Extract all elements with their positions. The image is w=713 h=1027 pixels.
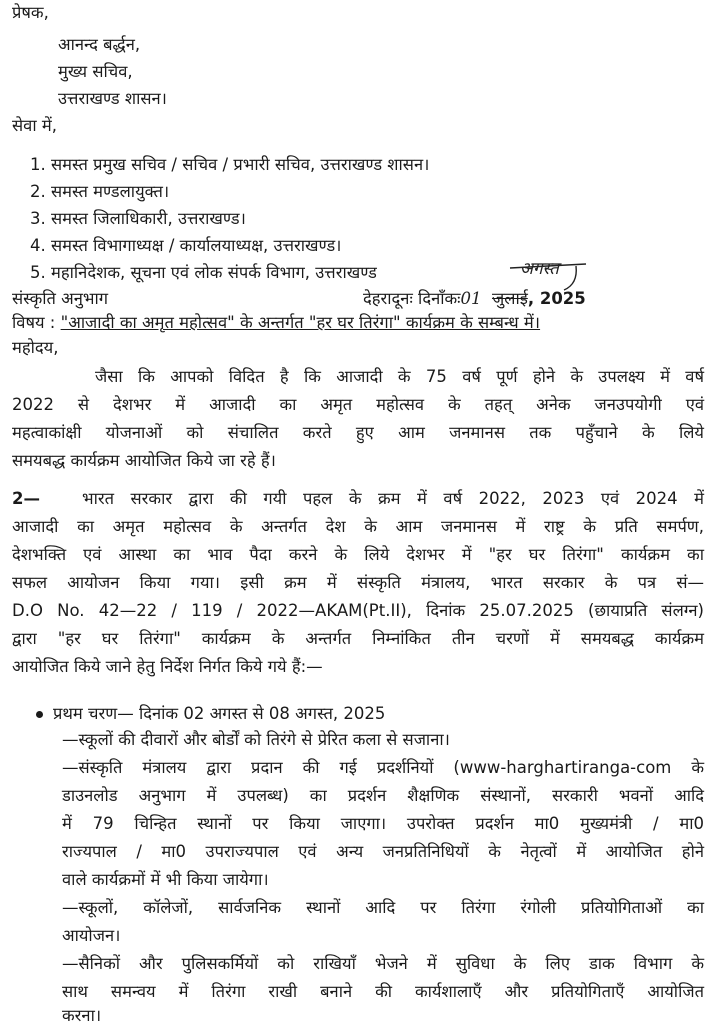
para2-line: भारत सरकार द्वारा की गयी पहल के क्रम में वर्ष 2022, 2023 एवं 2024 में (82, 489, 704, 508)
phase1-line: वाले कार्यक्रमों में भी किया जायेगा। (62, 870, 269, 889)
recipient-num: 5. (30, 263, 46, 282)
phase1-line: करना। (62, 1006, 102, 1025)
handwritten-day: 01 (460, 289, 482, 308)
phase1-title (36, 703, 385, 725)
recipient-item (30, 235, 341, 257)
subject-text: "आजादी का अमृत महोत्सव" के अन्तर्गत "हर घर तिरंगा" कार्यक्रम के सम्बन्ध में। (60, 313, 541, 332)
phase1-line: साथ समन्वय में तिरंगा राखी बनाने की कार्यशालाएँ और प्रतियोगिताएँ आयोजित (62, 982, 704, 1001)
phase1-line: —स्कूलों, कॉलेजों, सार्वजनिक स्थानों आदि पर तिरंगा रंगोली प्रतियोगिताओं का (62, 898, 704, 917)
recipient-text: समस्त मण्डलायुक्त। (51, 182, 170, 201)
recipient-num: 4. (30, 236, 46, 255)
phase1-line: —स्कूलों की दीवारों और बोर्डों को तिरंगे से प्रेरित कला से सजाना। (62, 730, 450, 749)
place-date (363, 288, 586, 310)
sender-office: उत्तराखण्ड शासन। (58, 89, 167, 108)
phase1-line: आयोजन। (62, 926, 121, 945)
salutation: महोदय, (12, 338, 59, 357)
sender-name: आनन्द बर्द्धन, (58, 35, 141, 54)
recipient-text: समस्त जिलाधिकारी, उत्तराखण्ड। (51, 209, 246, 228)
recipient-item (30, 181, 169, 203)
para2-line: आयोजित किये जाने हेतु निर्देश निर्गत किये गये हैं:— (12, 657, 323, 676)
para2-line: D.O No. 42—22 / 119 / 2022—AKAM(Pt.II), दिनांक 25.07.2025 (छायाप्रति संलग्न) (12, 601, 704, 620)
para2-number: 2— (12, 489, 40, 508)
section-name: संस्कृति अनुभाग (12, 289, 109, 308)
para1-line: समयबद्ध कार्यक्रम आयोजित किये जा रहे हैं। (12, 451, 276, 470)
recipient-item (30, 154, 429, 176)
phase1-line: —संस्कृति मंत्रालय द्वारा प्रदान की गई प्रदर्शनियों (www-harghartiranga-com के (62, 758, 704, 777)
sender-label: प्रेषक, (12, 3, 49, 22)
recipient-text: महानिदेशक, सूचना एवं लोक संपर्क विभाग, उत्तराखण्ड (51, 263, 377, 282)
para2-line: सफल आयोजन किया गया। इसी क्रम में संस्कृति मंत्रालय, भारत सरकार के पत्र सं— (12, 573, 704, 592)
recipient-num: 2. (30, 182, 46, 201)
recipient-item (30, 262, 377, 284)
recipient-item (30, 208, 246, 230)
phase1-title-text: प्रथम चरण— दिनांक 02 अगस्त से 08 अगस्त, 2025 (53, 704, 386, 723)
recipient-num: 3. (30, 209, 46, 228)
sender-designation: मुख्य सचिव, (58, 62, 133, 81)
para2-line: आजादी का अमृत महोत्सव के अन्तर्गत देश के आम जनमानस में राष्ट्र के प्रति समर्पण, (12, 517, 704, 536)
recipient-num: 1. (30, 155, 46, 174)
phase1-line: डाउनलोड अनुभाग में उपलब्ध) का प्रदर्शन शैक्षणिक संस्थानों, सरकारी भवनों आदि (62, 786, 704, 805)
recipient-text: समस्त विभागाध्यक्ष / कार्यालयाध्यक्ष, उत्तराखण्ड। (51, 236, 342, 255)
bullet-icon (36, 711, 43, 718)
para2-line: देशभक्ति एवं आस्था का भाव पैदा करने के लिये देशभर में "हर घर तिरंगा" कार्यक्रम का (12, 545, 704, 564)
para1-line: 2022 से देशभर में आजादी का अमृत महोत्सव के तहत् अनेक जनउपयोगी एवं (12, 395, 704, 414)
subject-line (12, 312, 540, 334)
para2-line: द्वारा "हर घर तिरंगा" कार्यक्रम के अन्तर्गत निम्नांकित तीन चरणों में समयबद्ध कार्यक्रम (12, 629, 704, 648)
place-date-prefix: देहरादूनः दिनाँकः (363, 289, 461, 308)
phase1-line: में 79 चिन्हित स्थानों पर किया जाएगा। उपरोक्त प्रदर्शन मा0 मुख्यमंत्री / मा0 (62, 814, 704, 833)
para1-line: महत्वाकांक्षी योजनाओं को संचालित करते हुए आम जनमानस तक पहुँचाने के लिये (12, 423, 704, 442)
handwritten-month-correction: अगस्त (520, 259, 559, 279)
subject-label: विषय : (12, 313, 56, 332)
struck-month: जुलाई (492, 289, 528, 308)
year: , 2025 (527, 289, 586, 308)
phase1-line: राज्यपाल / मा0 उपराज्यपाल एवं अन्य जनप्रतिनिधियों के नेतृत्वों में आयोजित होने (62, 842, 704, 861)
recipient-text: समस्त प्रमुख सचिव / सचिव / प्रभारी सचिव, उत्तराखण्ड शासन। (51, 155, 430, 174)
recipients-label: सेवा में, (12, 116, 57, 135)
para1-line: जैसा कि आपको विदित है कि आजादी के 75 वर्ष पूर्ण होने के उपलक्ष्य में वर्ष (95, 367, 704, 386)
phase1-line: —सैनिकों और पुलिसकर्मियों को राखियाँ भेजने में सुविधा के लिए डाक विभाग के (62, 954, 704, 973)
